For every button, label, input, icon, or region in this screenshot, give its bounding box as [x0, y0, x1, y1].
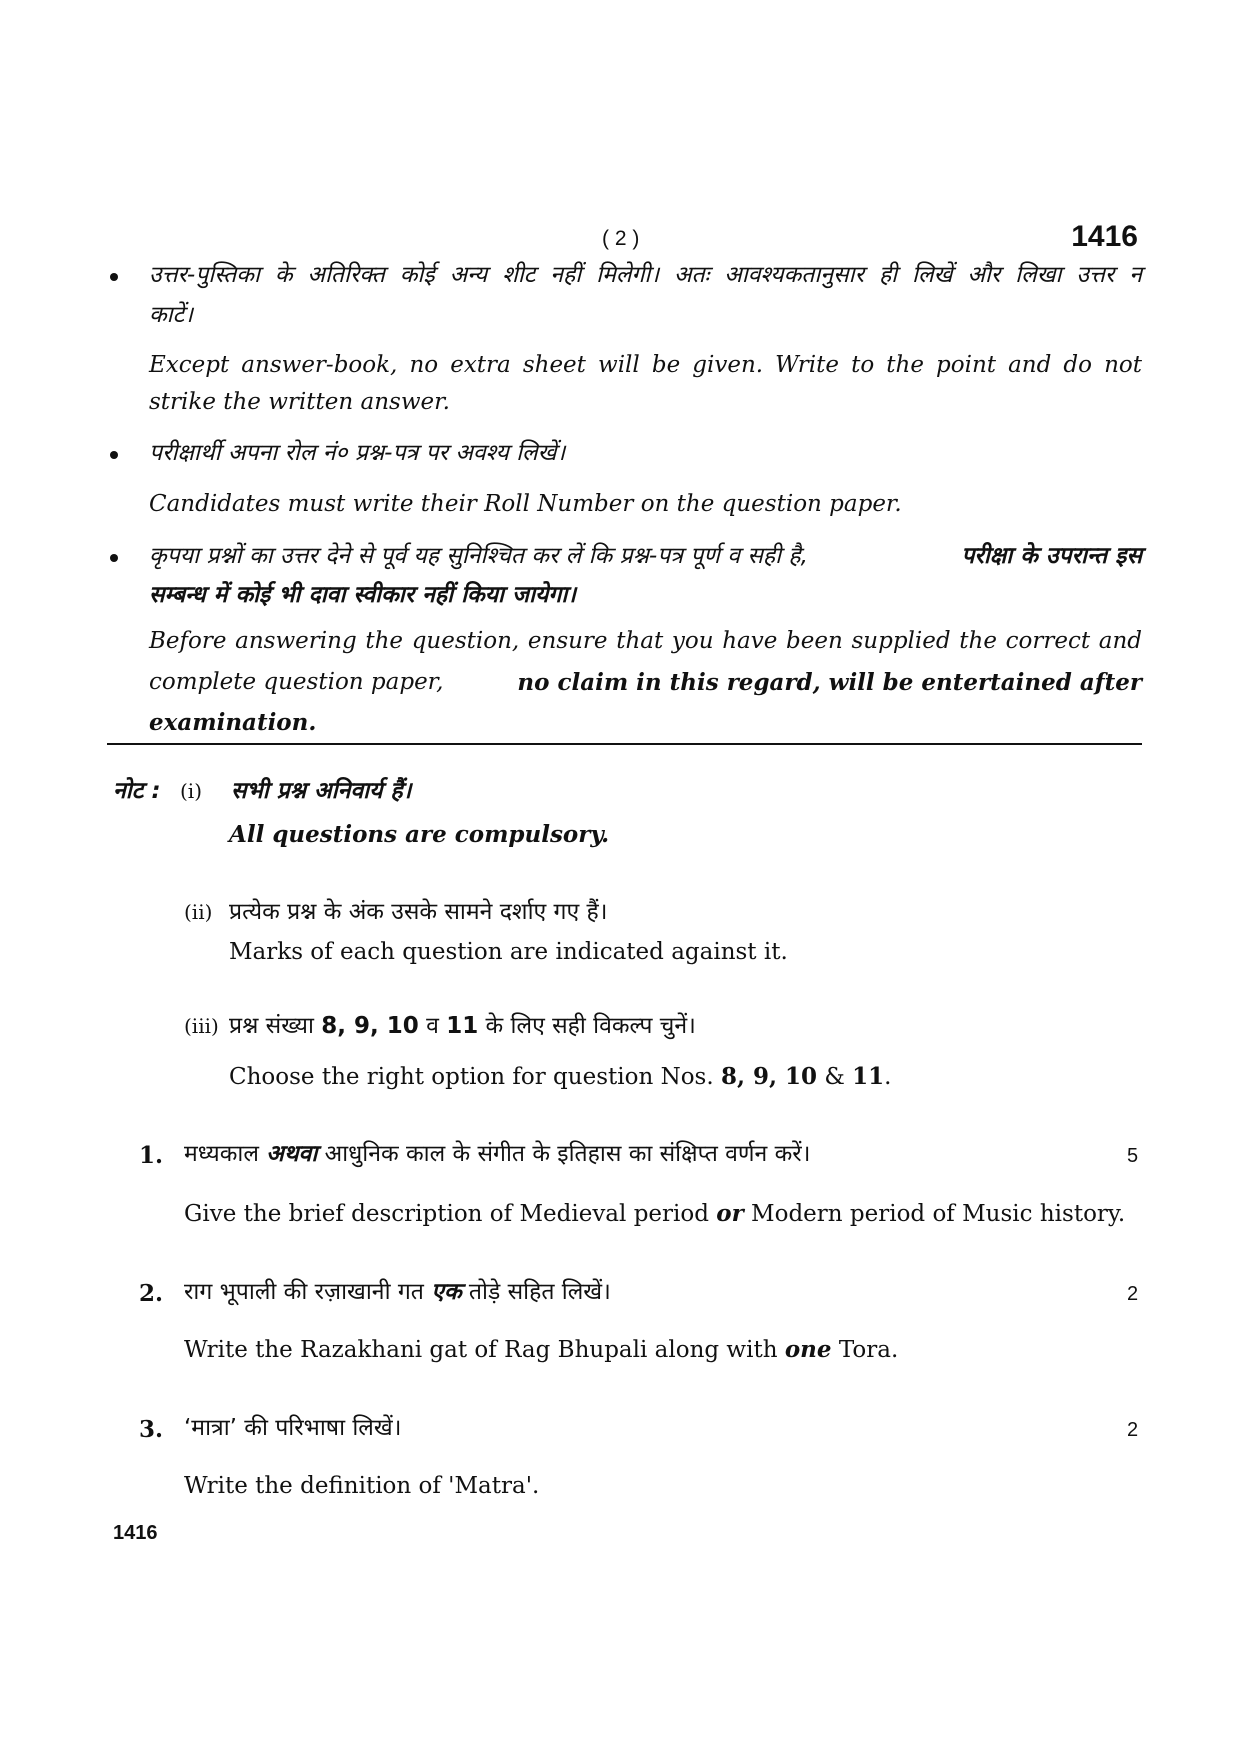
question-2-hindi [184, 1281, 611, 1304]
text: Give the brief description of Medieval period [184, 1201, 709, 1227]
instruction-1-english: Except answer-book, no extra sheet will be given. Write to the point and do not [149, 352, 1142, 378]
instruction-3-hindi [149, 545, 1142, 568]
bold-text: एक [431, 1279, 462, 1305]
bold-text: 11 [446, 1013, 479, 1039]
question-3-marks: 2 [1127, 1419, 1139, 1441]
question-2-number: 2. [139, 1280, 164, 1307]
bold-text: 8, 9, 10 [720, 1063, 818, 1090]
text: राग भूपाली की रज़ाखानी गत [184, 1279, 424, 1305]
paper-code: 1416 [1071, 220, 1138, 253]
instruction-2-hindi: परीक्षार्थी अपना रोल नं० प्रश्न-पत्र पर अवश्य लिखें। [149, 440, 566, 466]
instruction-1-hindi-cont: काटें। [149, 302, 193, 328]
bold-text: 8, 9, 10 [321, 1013, 419, 1039]
note-item-2-hindi: प्रत्येक प्रश्न के अंक उसके सामने दर्शाए गए हैं। [229, 899, 608, 925]
bold-text: 11 [852, 1063, 885, 1090]
note-item-1-num: (i) [180, 779, 203, 803]
note-item-3-hindi [229, 1015, 696, 1038]
bold-text: one [784, 1336, 832, 1363]
bullet [110, 451, 118, 459]
question-1-number: 1. [139, 1142, 164, 1169]
instruction-3-english-bold: no claim in this regard, will be entertained after [517, 669, 1142, 696]
instruction-3-hindi-bold: परीक्षा के उपरान्त इस [961, 543, 1142, 569]
note-item-1-hindi: सभी प्रश्न अनिवार्य हैं। [231, 778, 412, 804]
text: . [884, 1064, 892, 1090]
text: व [426, 1013, 439, 1039]
text: & [824, 1064, 845, 1090]
bold-text: or [716, 1200, 744, 1227]
question-3-number: 3. [139, 1416, 164, 1443]
question-3-english: Write the definition of 'Matra'. [184, 1473, 540, 1499]
instruction-3-english-cont [149, 671, 1142, 694]
instruction-3-english-bold-cont: examination. [149, 709, 317, 736]
note-item-2-english: Marks of each question are indicated against it. [229, 939, 788, 965]
text: मध्यकाल [184, 1141, 259, 1167]
question-3-hindi: ‘मात्रा’ की परिभाषा लिखें। [184, 1415, 402, 1441]
text: Tora. [838, 1337, 899, 1363]
text: आधुनिक काल के संगीत के इतिहास का संक्षिप्त वर्णन करें। [324, 1141, 811, 1167]
question-1-marks: 5 [1127, 1145, 1139, 1167]
instruction-1-english-cont: strike the written answer. [149, 389, 450, 415]
text: तोड़े सहित लिखें। [468, 1279, 611, 1305]
text: Choose the right option for question Nos. [229, 1064, 714, 1090]
question-2-english [184, 1338, 898, 1362]
instruction-3-english-text: complete question paper, [149, 669, 444, 695]
page-number: ( 2 ) [602, 227, 640, 250]
instruction-3-hindi-text: कृपया प्रश्नों का उत्तर देने से पूर्व यह सुनिश्चित कर लें कि प्रश्न-पत्र पूर्ण व सही है, [149, 543, 808, 569]
divider [107, 743, 1142, 745]
note-label: नोट : [113, 778, 161, 804]
footer-code: 1416 [113, 1522, 158, 1544]
text: के लिए सही विकल्प चुनें। [485, 1013, 696, 1039]
text: Modern period of Music history. [751, 1201, 1126, 1227]
note-item-2-num: (ii) [184, 900, 213, 924]
instruction-1-hindi: उत्तर-पुस्तिका के अतिरिक्त कोई अन्य शीट नहीं मिलेगी। अतः आवश्यकतानुसार ही लिखें और लिखा उत्तर न [149, 262, 1142, 288]
question-2-marks: 2 [1127, 1283, 1139, 1305]
bold-text: अथवा [266, 1141, 318, 1167]
bullet [110, 554, 118, 562]
instruction-3-english: Before answering the question, ensure that you have been supplied the correct and [149, 628, 1142, 654]
question-1-hindi [184, 1143, 810, 1166]
note-item-3-num: (iii) [184, 1014, 219, 1038]
note-item-1-english: All questions are compulsory. [229, 821, 610, 848]
bullet [110, 273, 118, 281]
text: प्रश्न संख्या [229, 1013, 314, 1039]
text: Write the Razakhani gat of Rag Bhupali along with [184, 1337, 778, 1363]
question-1-english [184, 1202, 1125, 1226]
note-item-3-english [229, 1065, 891, 1089]
instruction-3-hindi-cont: सम्बन्ध में कोई भी दावा स्वीकार नहीं किया जायेगा। [149, 582, 576, 608]
instruction-2-english: Candidates must write their Roll Number on the question paper. [149, 491, 902, 517]
